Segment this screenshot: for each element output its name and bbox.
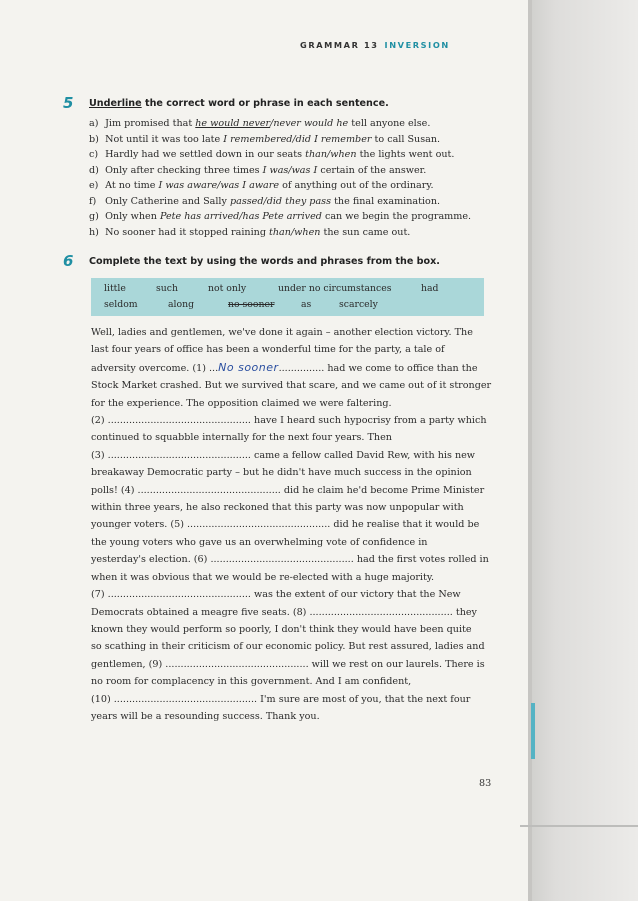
text-line: polls! (4) ............................................... did he claim he'd become Prime Minister xyxy=(91,484,485,496)
text-line-answer-1: adversity overcome. (1) ...No sooner............... had we come to office than the xyxy=(91,360,478,374)
box-word: such xyxy=(156,283,178,294)
instruction-underline-word: Underline xyxy=(89,98,142,109)
text-line: for the experience. The opposition claimed we were faltering. xyxy=(91,397,392,409)
text-line: no room for complacency in this government. And I am confident, xyxy=(91,676,412,688)
page-header xyxy=(300,40,490,50)
box-word-crossed: no sooner xyxy=(228,299,275,310)
box-word: under no circumstances xyxy=(278,283,392,294)
box-word: had xyxy=(421,283,439,294)
text-line: (2) ............................................... have I heard such hypocrisy from a party which xyxy=(91,415,487,427)
accent-bar xyxy=(531,703,535,759)
text-line: continued to squabble internally for the next four years. Then xyxy=(91,432,392,444)
box-word: as xyxy=(301,299,312,310)
list-item: c) Hardly had we settled down in our seats than/when the lights went out. xyxy=(89,149,455,160)
gutter-rule xyxy=(528,0,532,901)
box-word: scarcely xyxy=(339,299,378,310)
fold-line xyxy=(520,825,638,827)
exercise-6-text xyxy=(91,324,491,725)
text-line: known they would perform so poorly, I don't think they would have been quite xyxy=(91,623,472,635)
box-word: little xyxy=(104,283,126,294)
box-word: along xyxy=(168,299,195,310)
list-item: b) Not until it was too late I remembered/did I remember to call Susan. xyxy=(89,133,441,145)
list-item: d) Only after checking three times I was/was I certain of the answer. xyxy=(89,164,427,176)
handwritten-answer: No sooner xyxy=(218,360,279,374)
text-line: younger voters. (5) ............................................... did he realise that it would be xyxy=(91,519,480,531)
box-word: seldom xyxy=(104,299,138,310)
header-topic: INVERSION xyxy=(384,40,450,50)
text-line: so scathing in their criticism of our economic policy. But rest assured, ladies and xyxy=(91,641,485,653)
text-line: the young voters who gave us an overwhelming vote of confidence in xyxy=(91,536,428,548)
underlined-answer: he would never xyxy=(195,118,271,129)
text-line: years will be a resounding success. Thank you. xyxy=(91,710,320,722)
text-line: last four years of office has been a wonderful time for the party, a tale of xyxy=(91,344,445,356)
instruction-rest: the correct word or phrase in each sentence. xyxy=(141,98,389,109)
header-grammar: GRAMMAR 13 xyxy=(300,40,379,50)
page-edge xyxy=(528,0,638,901)
text-line: Well, ladies and gentlemen, we've done it again – another election victory. The xyxy=(91,327,473,338)
exercise-6-instruction: Complete the text by using the words and phrases from the box. xyxy=(89,256,440,267)
text-line: Democrats obtained a meagre five seats. (8) ............................................... they xyxy=(91,606,477,618)
list-item: g) Only when Pete has arrived/has Pete arrived can we begin the programme. xyxy=(89,211,472,222)
list-item: h) No sooner had it stopped raining than/when the sun came out. xyxy=(89,226,411,238)
page-number: 83 xyxy=(479,778,492,789)
list-item: e) At no time I was aware/was I aware of anything out of the ordinary. xyxy=(89,180,434,191)
word-box xyxy=(91,278,484,316)
text-line: yesterday's election. (6) ............................................... had the first votes rolled in xyxy=(91,554,489,566)
text-line: (3) ............................................... came a fellow called David Rew, with his new xyxy=(91,449,476,461)
text-line: breakaway Democratic party – but he didn't have much success in the opinion xyxy=(91,467,472,479)
exercise-5-instruction xyxy=(89,98,389,109)
text-line: (7) ............................................... was the extent of our victory that the New xyxy=(91,589,461,601)
text-line: Stock Market crashed. But we survived that scare, and we came out of it stronger xyxy=(91,380,492,392)
exercise-5-list xyxy=(89,116,471,240)
exercise-5-number: 5 xyxy=(63,94,74,112)
text-line: when it was obvious that we would be re-elected with a huge majority. xyxy=(91,571,435,583)
exercise-6-number: 6 xyxy=(63,252,74,270)
list-item: a) Jim promised that he would never/never would he tell anyone else. xyxy=(89,118,431,129)
text-line: (10) ............................................... I'm sure are most of you, that the next four xyxy=(91,693,471,705)
text-line: within three years, he also reckoned that this party was now unpopular with xyxy=(91,502,464,514)
list-item: f) Only Catherine and Sally passed/did they pass the final examination. xyxy=(89,195,441,207)
box-word: not only xyxy=(208,283,247,294)
text-line: gentlemen, (9) ............................................... will we rest on our laurels. There is xyxy=(91,658,485,670)
